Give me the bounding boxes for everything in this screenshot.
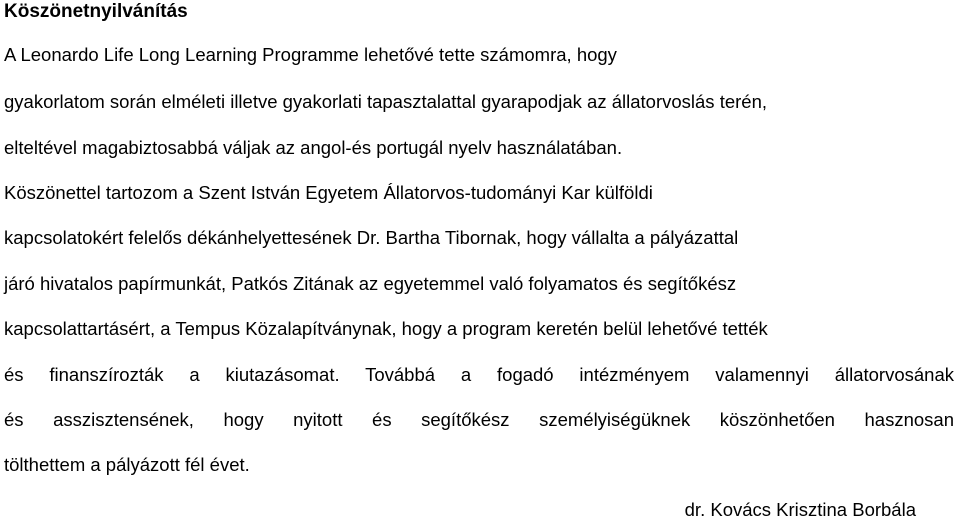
body-line-5: kapcsolatokért felelős dékánhelyettesének Dr. Bartha Tibornak, hogy vállalta a pályázattal	[4, 227, 739, 248]
signature: dr. Kovács Krisztina Borbála	[684, 499, 916, 520]
body-line-10: tölthettem a pályázott fél évet.	[4, 454, 250, 475]
body-line-1: A Leonardo Life Long Learning Programme lehetővé tette számomra, hogy	[4, 44, 617, 65]
body-line-7: kapcsolattartásért, a Tempus Közalapítványnak, hogy a program keretén belül lehetővé tették	[4, 318, 768, 339]
body-line-4: Köszönettel tartozom a Szent István Egyetem Állatorvos-tudományi Kar külföldi	[4, 182, 653, 203]
body-line-8: és finanszírozták a kiutazásomat. Továbbá a fogadó intézményem valamennyi állatorvosának	[4, 364, 954, 385]
body-line-3: elteltével magabiztosabbá váljak az angol-és portugál nyelv használatában.	[4, 137, 623, 158]
body-line-2: gyakorlatom során elméleti illetve gyakorlati tapasztalattal gyarapodjak az állatorvoslás terén,	[4, 91, 767, 112]
body-line-9: és asszisztensének, hogy nyitott és segítőkész személyiségüknek köszönhetően hasznosan	[4, 409, 954, 430]
body-line-6: járó hivatalos papírmunkát, Patkós Zitának az egyetemmel való folyamatos és segítőkész	[4, 273, 737, 294]
document-title: Köszönetnyilvánítás	[4, 1, 188, 22]
document-page	[4, 0, 960, 519]
